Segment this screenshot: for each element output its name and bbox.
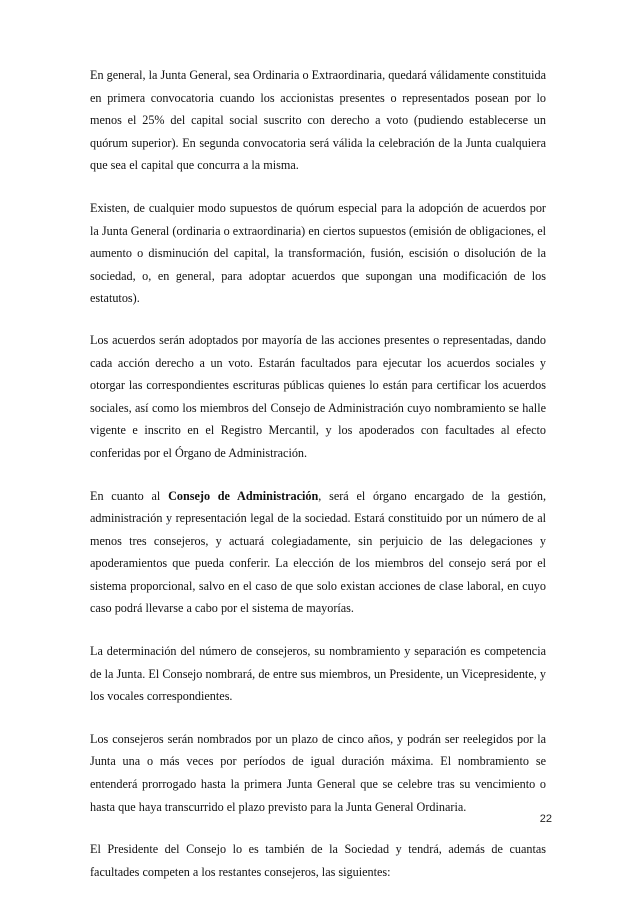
page-number: 22 <box>539 813 552 825</box>
paragraph-quorum-general: En general, la Junta General, sea Ordinaria o Extraordinaria, quedará válidamente constituida en primera convocatoria cuando los accionistas presentes o representados posean por lo menos el 25% del capital social suscrito con derecho a voto (pudiendo establecerse un quórum superior). En segunda convocatoria será válida la celebración de la Junta cualquiera que sea el capital que concurra a la misma. <box>90 68 546 173</box>
paragraph-quorum-especial: Existen, de cualquier modo supuestos de quórum especial para la adopción de acuerdos por la Junta General (ordinaria o extraordinaria) en ciertos supuestos (emisión de obligaciones, el aumento o disminución del capital, la transformación, fusión, escisión o disolución de la sociedad, o, en general, para adoptar acuerdos que supongan una modificación de los estatutos). <box>90 200 546 306</box>
document-body <box>90 64 546 903</box>
paragraph-consejo-rest: , será el órgano encargado de la gestión, administración y representación legal de la sociedad. Estará constituido por un número de al menos tres consejeros, y actuará colegiadamente, sin perjuicio de las delegaciones y apoderamientos que pueda conferir. La elección de los miembros del consejo será por el sistema proporcional, salvo en el caso de que solo existan acciones de clase laboral, en cuyo caso podrá llevarse a cabo por el sistema de mayorías. <box>90 488 546 616</box>
paragraph-acuerdos: Los acuerdos serán adoptados por mayoría de las acciones presentes o representadas, dando cada acción derecho a un voto. Estarán facultados para ejecutar los acuerdos sociales y otorgar las correspondientes escrituras públicas quienes lo están para certificar los acuerdos sociales, así como los miembros del Consejo de Administración cuyo nombramiento se halle vigente e inscrito en el Registro Mercantil, y los apoderados con facultades al efecto conferidas por el Órgano de Administración. <box>90 332 546 460</box>
paragraph-plazo-consejeros: Los consejeros serán nombrados por un plazo de cinco años, y podrán ser reelegidos por la Junta una o más veces por períodos de igual duración máxima. El nombramiento se entenderá prorrogado hasta la primera Junta General que se celebre tras su vencimiento o hasta que haya transcurrido el plazo previsto para la Junta General Ordinaria. <box>90 731 546 814</box>
paragraph-consejo-administracion <box>90 485 546 621</box>
paragraph-presidente: El Presidente del Consejo lo es también de la Sociedad y tendrá, además de cuantas facultades competen a los restantes consejeros, las siguientes: <box>90 842 546 879</box>
paragraph-consejo-intro: En cuanto al <box>90 488 169 503</box>
paragraph-determinacion-consejeros: La determinación del número de consejeros, su nombramiento y separación es competencia de la Junta. El Consejo nombrará, de entre sus miembros, un Presidente, un Vicepresidente, y los vocales correspondientes. <box>90 644 546 704</box>
consejo-administracion-term: Consejo de Administración <box>168 488 319 503</box>
